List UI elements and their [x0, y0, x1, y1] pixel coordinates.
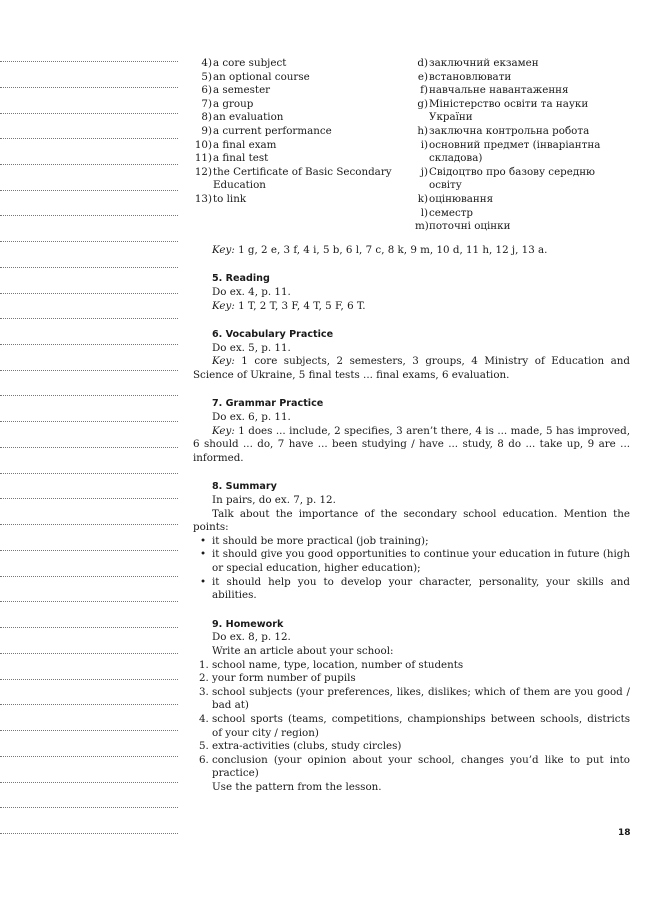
item-text: school name, type, location, number of students	[212, 658, 464, 671]
matching-ukrainian-item	[415, 207, 630, 221]
homework-intro: Write an article about your school:	[212, 644, 394, 657]
item-text: навчальне навантаження	[429, 84, 569, 97]
item-text: an optional course	[213, 70, 310, 83]
item-text: to link	[213, 192, 247, 205]
item-text: school sports (teams, competitions, championships between schools, districts of your city / region)	[212, 712, 630, 739]
item-letter: k)	[417, 192, 428, 205]
summary-task: In pairs, do ex. 7, p. 12.	[212, 494, 336, 507]
item-text: a final test	[213, 152, 269, 165]
matching-english-item	[193, 193, 415, 207]
reading-key	[193, 300, 630, 314]
item-text: оцінювання	[429, 192, 494, 205]
item-text: a semester	[213, 84, 271, 97]
summary-intro: Talk about the importance of the secondary school education. Mention the points:	[193, 507, 630, 534]
list-item	[193, 754, 630, 781]
vocabulary-key	[193, 355, 630, 382]
matching-english-item	[193, 84, 415, 98]
note-line	[0, 601, 178, 602]
item-letter: g)	[417, 97, 428, 110]
homework-task: Do ex. 8, p. 12.	[212, 631, 291, 644]
item-text: a group	[213, 97, 254, 110]
matching-ukrainian-item	[415, 193, 630, 207]
key-text: 1 g, 2 e, 3 f, 4 i, 5 b, 6 l, 7 c, 8 k, 9 m, 10 d, 11 h, 12 j, 13 a.	[234, 243, 548, 256]
note-line	[0, 370, 178, 371]
item-number: 3.	[199, 685, 209, 698]
item-number: 10)	[194, 138, 212, 151]
item-letter: j)	[420, 165, 428, 178]
item-text: your form number of pupils	[212, 672, 356, 685]
item-number: 12)	[194, 165, 212, 178]
item-text: Міністерство освіти та науки України	[429, 97, 589, 124]
reading-task: Do ex. 4, p. 11.	[212, 285, 291, 298]
key-text: 1 core subjects, 2 semesters, 3 groups, 4 Ministry of Education and Science of Ukraine, 5 final tests ... final exams, 6 evaluation.	[193, 355, 630, 381]
list-item	[193, 659, 630, 673]
note-line	[0, 550, 178, 551]
item-number: 8)	[201, 111, 212, 124]
note-line	[0, 318, 178, 319]
item-text: Свідоцтво про базову середню освіту	[429, 165, 596, 192]
key-text: 1 T, 2 T, 3 F, 4 T, 5 F, 6 T.	[234, 299, 366, 312]
note-line	[0, 704, 178, 705]
matching-ukrainian-item	[415, 84, 630, 98]
homework-outro: Use the pattern from the lesson.	[212, 780, 382, 793]
summary-points	[193, 535, 630, 603]
note-line	[0, 241, 178, 242]
note-line	[0, 627, 178, 628]
matching-ukrainian-item	[415, 71, 630, 85]
note-line	[0, 344, 178, 345]
note-line	[0, 807, 178, 808]
section-title-vocabulary: 6. Vocabulary Practice	[212, 329, 334, 341]
matching-ukrainian-item	[415, 125, 630, 139]
note-line	[0, 87, 178, 88]
matching-english-item	[193, 111, 415, 125]
matching-english-item	[193, 57, 415, 71]
note-line	[0, 576, 178, 577]
item-text: extra-activities (clubs, study circles)	[212, 740, 402, 753]
note-line	[0, 267, 178, 268]
matching-english-item	[193, 71, 415, 85]
matching-ukrainian-column	[415, 57, 630, 234]
note-line	[0, 138, 178, 139]
note-line	[0, 679, 178, 680]
note-line	[0, 756, 178, 757]
item-text: заключний екзамен	[429, 57, 539, 69]
item-letter: f)	[420, 84, 428, 97]
item-text: school subjects (your preferences, likes, dislikes; which of them are you good / bad at)	[212, 685, 630, 712]
item-text: основний предмет (інваріантна складова)	[429, 138, 601, 165]
matching-english-item	[193, 152, 415, 166]
item-number: 11)	[194, 152, 212, 165]
page-number: 18	[618, 828, 631, 838]
grammar-task: Do ex. 6, p. 11.	[212, 411, 291, 424]
note-line	[0, 524, 178, 525]
item-number: 5)	[201, 70, 212, 83]
note-line	[0, 447, 178, 448]
item-text: a current performance	[213, 124, 332, 137]
item-number: 4.	[199, 712, 209, 725]
item-text: семестр	[429, 206, 474, 219]
note-line	[0, 498, 178, 499]
list-item	[193, 672, 630, 686]
item-number: 6.	[199, 753, 209, 766]
vocabulary-task: Do ex. 5, p. 11.	[212, 341, 291, 354]
matching-ukrainian-item	[415, 220, 630, 234]
item-text: the Certificate of Basic Secondary Education	[213, 165, 392, 192]
item-text: заключна контрольна робота	[429, 124, 590, 137]
section-title-summary: 8. Summary	[212, 481, 277, 493]
item-letter: i)	[420, 138, 428, 151]
item-text: a core subject	[213, 57, 287, 69]
item-letter: h)	[417, 124, 428, 137]
matching-key	[193, 244, 630, 258]
key-label: Key:	[212, 424, 235, 437]
note-line	[0, 730, 178, 731]
item-text: conclusion (your opinion about your school, changes you’d like to put into practice)	[212, 753, 630, 780]
item-text: an evaluation	[213, 111, 284, 124]
matching-exercise	[193, 57, 630, 234]
matching-ukrainian-item	[415, 139, 630, 166]
item-text: встановлювати	[429, 70, 512, 83]
note-line	[0, 395, 178, 396]
note-line	[0, 653, 178, 654]
list-item: • it should be more practical (job training);	[193, 535, 630, 549]
section-title-homework: 9. Homework	[212, 618, 284, 630]
section-title-reading: 5. Reading	[212, 273, 270, 285]
matching-ukrainian-item	[415, 98, 630, 125]
item-number: 7)	[201, 97, 212, 110]
item-number: 9)	[201, 124, 212, 137]
key-label: Key:	[212, 299, 235, 312]
matching-english-item	[193, 166, 415, 193]
note-line	[0, 215, 178, 216]
note-line	[0, 113, 178, 114]
item-letter: e)	[417, 70, 428, 83]
item-number: 4)	[201, 57, 212, 69]
key-label: Key:	[212, 355, 235, 368]
grammar-key	[193, 425, 630, 466]
homework-points	[193, 659, 630, 781]
note-line	[0, 421, 178, 422]
matching-english-item	[193, 125, 415, 139]
matching-ukrainian-item	[415, 57, 630, 71]
section-title-grammar: 7. Grammar Practice	[212, 398, 324, 410]
key-text: 1 does ... include, 2 specifies, 3 aren’t there, 4 is ... made, 5 has improved, 6 should ... do, 7 have ... been studying / have ... study, 8 do ... take up, 9 are ... informed.	[193, 424, 630, 464]
item-text: a final exam	[213, 138, 277, 151]
item-number: 1.	[199, 658, 209, 671]
item-number: 13)	[194, 192, 212, 205]
item-letter: d)	[417, 57, 428, 69]
list-item	[193, 713, 630, 740]
note-line	[0, 61, 178, 62]
note-lines	[0, 0, 178, 900]
item-text: поточні оцінки	[429, 220, 511, 233]
item-letter: m)	[415, 220, 429, 233]
key-label: Key:	[212, 243, 235, 256]
note-line	[0, 833, 178, 834]
item-number: 6)	[201, 84, 212, 97]
note-line	[0, 473, 178, 474]
item-number: 2.	[199, 672, 209, 685]
list-item: • it should help you to develop your character, personality, your skills and abilities.	[193, 576, 630, 603]
matching-english-item	[193, 139, 415, 153]
item-letter: l)	[420, 206, 428, 219]
item-number: 5.	[199, 740, 209, 753]
note-line	[0, 190, 178, 191]
page-content	[193, 57, 630, 795]
list-item	[193, 740, 630, 754]
matching-ukrainian-item	[415, 166, 630, 193]
list-item	[193, 686, 630, 713]
note-line	[0, 164, 178, 165]
list-item: • it should give you good opportunities to continue your education in future (high or special education, higher education);	[193, 548, 630, 575]
matching-english-column	[193, 57, 415, 234]
note-line	[0, 782, 178, 783]
matching-english-item	[193, 98, 415, 112]
note-line	[0, 293, 178, 294]
